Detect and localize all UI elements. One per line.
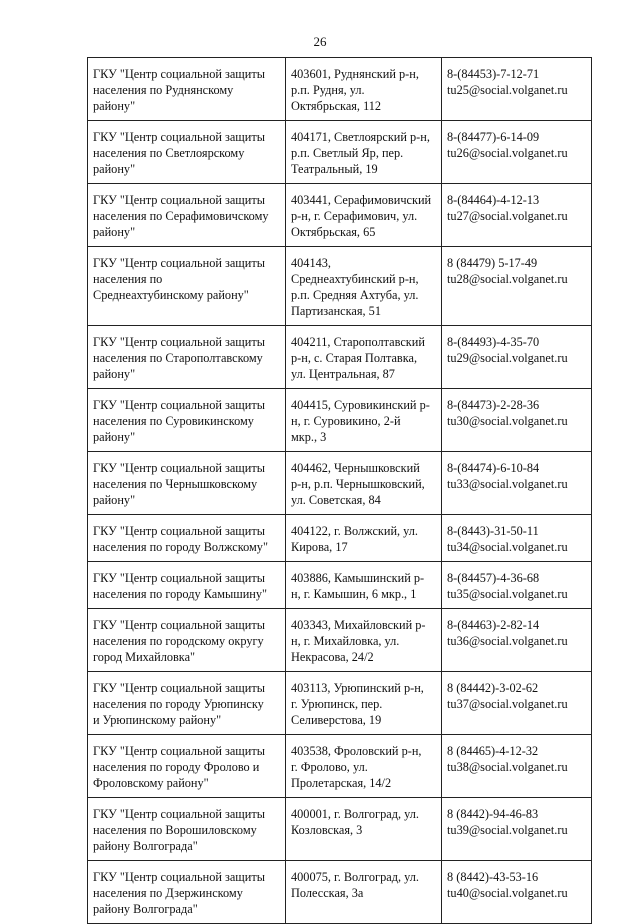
center-address-cell: 404462, Чернышковский р-н, р.п. Чернышковский, ул. Советская, 84 [286, 452, 442, 515]
center-email: tu38@social.volganet.ru [447, 760, 568, 774]
center-contact-cell [442, 515, 592, 562]
table-row [88, 515, 592, 562]
page-number: 26 [313, 34, 327, 49]
center-email: tu39@social.volganet.ru [447, 823, 568, 837]
table-row [88, 861, 592, 924]
center-address-cell: 403441, Серафимовичский р-н, г. Серафимович, ул. Октябрьская, 65 [286, 184, 442, 247]
center-address-cell: 404415, Суровикинский р- н, г. Суровикино, 2-й мкр., 3 [286, 389, 442, 452]
center-name-cell: ГКУ "Центр социальной защиты населения по городу Фролово и Фроловскому району" [88, 735, 286, 798]
center-address-cell: 400001, г. Волгоград, ул. Козловская, 3 [286, 798, 442, 861]
center-name-cell: ГКУ "Центр социальной защиты населения по городу Камышину" [88, 562, 286, 609]
table-row [88, 609, 592, 672]
social-protection-centers-table [87, 57, 592, 924]
center-name-cell: ГКУ "Центр социальной защиты населения по городу Урюпинску и Урюпинскому району" [88, 672, 286, 735]
center-address-cell: 404211, Старополтавский р-н, с. Старая Полтавка, ул. Центральная, 87 [286, 326, 442, 389]
center-email: tu27@social.volganet.ru [447, 209, 568, 223]
center-phone: 8 (84442)-3-02-62 [447, 681, 539, 695]
center-phone: 8-(8443)-31-50-11 [447, 524, 539, 538]
center-contact-cell [442, 609, 592, 672]
center-address-cell: 404122, г. Волжский, ул. Кирова, 17 [286, 515, 442, 562]
center-name-cell: ГКУ "Центр социальной защиты населения по Серафимовичскому району" [88, 184, 286, 247]
table-row [88, 562, 592, 609]
center-email: tu28@social.volganet.ru [447, 272, 568, 286]
center-phone: 8-(84464)-4-12-13 [447, 193, 540, 207]
center-phone: 8-(84457)-4-36-68 [447, 571, 540, 585]
table-row [88, 735, 592, 798]
center-email: tu40@social.volganet.ru [447, 886, 568, 900]
center-contact-cell [442, 562, 592, 609]
center-email: tu30@social.volganet.ru [447, 414, 568, 428]
center-phone: 8 (84479) 5-17-49 [447, 256, 538, 270]
center-address-cell: 403343, Михайловский р- н, г. Михайловка, ул. Некрасова, 24/2 [286, 609, 442, 672]
table-body [88, 58, 592, 924]
center-address-cell: 400075, г. Волгоград, ул. Полесская, 3а [286, 861, 442, 924]
table-row [88, 121, 592, 184]
center-address-cell: 403886, Камышинский р- н, г. Камышин, 6 мкр., 1 [286, 562, 442, 609]
table-row [88, 452, 592, 515]
table-row [88, 389, 592, 452]
center-email: tu33@social.volganet.ru [447, 477, 568, 491]
center-phone: 8-(84453)-7-12-71 [447, 67, 540, 81]
center-name-cell: ГКУ "Центр социальной защиты населения по Чернышковскому району" [88, 452, 286, 515]
center-contact-cell [442, 672, 592, 735]
table-row [88, 184, 592, 247]
center-email: tu26@social.volganet.ru [447, 146, 568, 160]
center-name-cell: ГКУ "Центр социальной защиты населения по городскому округу город Михайловка" [88, 609, 286, 672]
center-phone: 8 (84465)-4-12-32 [447, 744, 539, 758]
center-phone: 8 (8442)-94-46-83 [447, 807, 539, 821]
table-row [88, 247, 592, 326]
center-address-cell: 404143, Среднеахтубинский р-н, р.п. Средняя Ахтуба, ул. Партизанская, 51 [286, 247, 442, 326]
center-contact-cell [442, 184, 592, 247]
center-name-cell: ГКУ "Центр социальной защиты населения по Руднянскому району" [88, 58, 286, 121]
center-phone: 8 (8442)-43-53-16 [447, 870, 539, 884]
center-contact-cell [442, 121, 592, 184]
center-phone: 8-(84463)-2-82-14 [447, 618, 540, 632]
center-address-cell: 403113, Урюпинский р-н, г. Урюпинск, пер. Селиверстова, 19 [286, 672, 442, 735]
center-email: tu25@social.volganet.ru [447, 83, 568, 97]
table-row [88, 672, 592, 735]
center-name-cell: ГКУ "Центр социальной защиты населения по Дзержинскому району Волгограда" [88, 861, 286, 924]
table-row [88, 798, 592, 861]
center-name-cell: ГКУ "Центр социальной защиты населения по Среднеахтубинскому району" [88, 247, 286, 326]
center-contact-cell [442, 58, 592, 121]
table-row [88, 326, 592, 389]
center-address-cell: 403538, Фроловский р-н, г. Фролово, ул. Пролетарская, 14/2 [286, 735, 442, 798]
center-phone: 8-(84473)-2-28-36 [447, 398, 540, 412]
center-contact-cell [442, 798, 592, 861]
center-phone: 8-(84474)-6-10-84 [447, 461, 540, 475]
center-contact-cell [442, 389, 592, 452]
center-contact-cell [442, 452, 592, 515]
center-name-cell: ГКУ "Центр социальной защиты населения по городу Волжскому" [88, 515, 286, 562]
center-email: tu36@social.volganet.ru [447, 634, 568, 648]
center-email: tu29@social.volganet.ru [447, 351, 568, 365]
center-email: tu34@social.volganet.ru [447, 540, 568, 554]
center-name-cell: ГКУ "Центр социальной защиты населения по Светлоярскому району" [88, 121, 286, 184]
center-contact-cell [442, 735, 592, 798]
center-email: tu35@social.volganet.ru [447, 587, 568, 601]
center-name-cell: ГКУ "Центр социальной защиты населения по Ворошиловскому району Волгограда" [88, 798, 286, 861]
center-name-cell: ГКУ "Центр социальной защиты населения по Старополтавскому району" [88, 326, 286, 389]
center-contact-cell [442, 247, 592, 326]
center-phone: 8-(84493)-4-35-70 [447, 335, 540, 349]
center-address-cell: 403601, Руднянский р-н, р.п. Рудня, ул. Октябрьская, 112 [286, 58, 442, 121]
table-row [88, 58, 592, 121]
center-contact-cell [442, 861, 592, 924]
center-contact-cell [442, 326, 592, 389]
center-address-cell: 404171, Светлоярский р-н, р.п. Светлый Яр, пер. Театральный, 19 [286, 121, 442, 184]
center-email: tu37@social.volganet.ru [447, 697, 568, 711]
center-phone: 8-(84477)-6-14-09 [447, 130, 540, 144]
center-name-cell: ГКУ "Центр социальной защиты населения по Суровикинскому району" [88, 389, 286, 452]
